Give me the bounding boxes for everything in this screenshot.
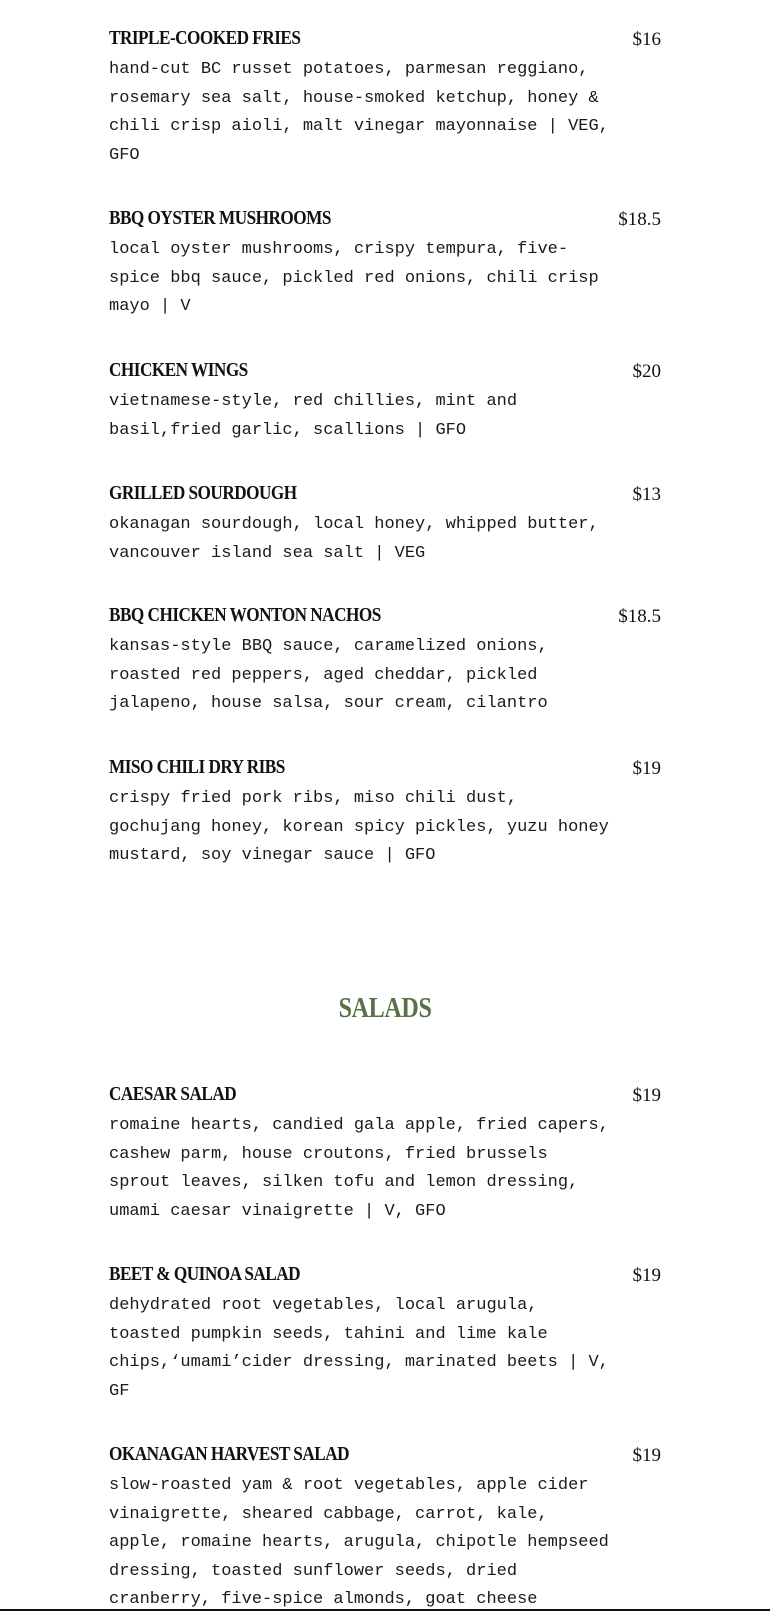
menu-item-miso-chili-dry-ribs (109, 755, 661, 871)
menu-item-bbq-oyster-mushrooms (109, 206, 661, 322)
menu-item-chicken-wings (109, 358, 661, 445)
item-price: $16 (632, 29, 661, 50)
item-name: CHICKEN WINGS (109, 359, 248, 381)
menu-item-bbq-chicken-wonton-nachos (109, 603, 661, 719)
item-description: hand-cut BC russet potatoes, parmesan reggiano, rosemary sea salt, house-smoked ketchup, honey & chili crisp aioli, malt vinegar mayonnaise | VEG, GFO (109, 60, 609, 165)
item-price: $19 (632, 1085, 661, 1106)
menu-item-triple-cooked-fries (109, 26, 661, 170)
item-name: TRIPLE-COOKED FRIES (109, 27, 301, 49)
item-price: $19 (632, 1445, 661, 1466)
item-price: $13 (632, 484, 661, 505)
item-description: dehydrated root vegetables, local arugula, toasted pumpkin seeds, tahini and lime kale chips,‘umami’cider dressing, marinated beets | V, GF (109, 1296, 609, 1401)
item-description: okanagan sourdough, local honey, whipped butter, vancouver island sea salt | VEG (109, 515, 599, 563)
section-heading-label: SALADS (338, 993, 432, 1024)
item-name: OKANAGAN HARVEST SALAD (109, 1443, 350, 1465)
item-name: MISO CHILI DRY RIBS (109, 756, 285, 778)
item-name: GRILLED SOURDOUGH (109, 482, 297, 504)
menu-item-caesar-salad (109, 1082, 661, 1226)
item-price: $19 (632, 1265, 661, 1286)
item-description: crispy fried pork ribs, miso chili dust, gochujang honey, korean spicy pickles, yuzu honey mustard, soy vinegar sauce | GFO (109, 789, 609, 865)
item-price: $18.5 (618, 606, 661, 627)
item-price: $20 (632, 361, 661, 382)
menu-item-grilled-sourdough (109, 481, 661, 568)
item-name: BBQ OYSTER MUSHROOMS (109, 207, 331, 229)
item-name: BBQ CHICKEN WONTON NACHOS (109, 604, 381, 626)
item-name: BEET & QUINOA SALAD (109, 1263, 301, 1285)
item-description: vietnamese-style, red chillies, mint and basil,fried garlic, scallions | GFO (109, 392, 518, 440)
menu-item-okanagan-harvest-salad (109, 1442, 661, 1615)
item-description: romaine hearts, candied gala apple, fried capers, cashew parm, house croutons, fried brussels sprout leaves, silken tofu and lemon dressing, umami caesar vinaigrette | V, GFO (109, 1116, 609, 1221)
item-price: $19 (632, 758, 661, 779)
item-name: CAESAR SALAD (109, 1083, 237, 1105)
item-description: kansas-style BBQ sauce, caramelized onions, roasted red peppers, aged cheddar, pickled jalapeno, house salsa, sour cream, cilantro (109, 637, 548, 713)
menu-item-beet-quinoa-salad (109, 1262, 661, 1406)
item-description: local oyster mushrooms, crispy tempura, five-spice bbq sauce, pickled red onions, chili crisp mayo | V (109, 240, 599, 316)
item-price: $18.5 (618, 209, 661, 230)
section-heading-salads (0, 993, 770, 1025)
item-description: slow-roasted yam & root vegetables, apple cider vinaigrette, sheared cabbage, carrot, kale, apple, romaine hearts, arugula, chipotle hempseed dressing, toasted sunflower seeds, dried cranberry, five-spice almonds, goat cheese (109, 1476, 609, 1609)
